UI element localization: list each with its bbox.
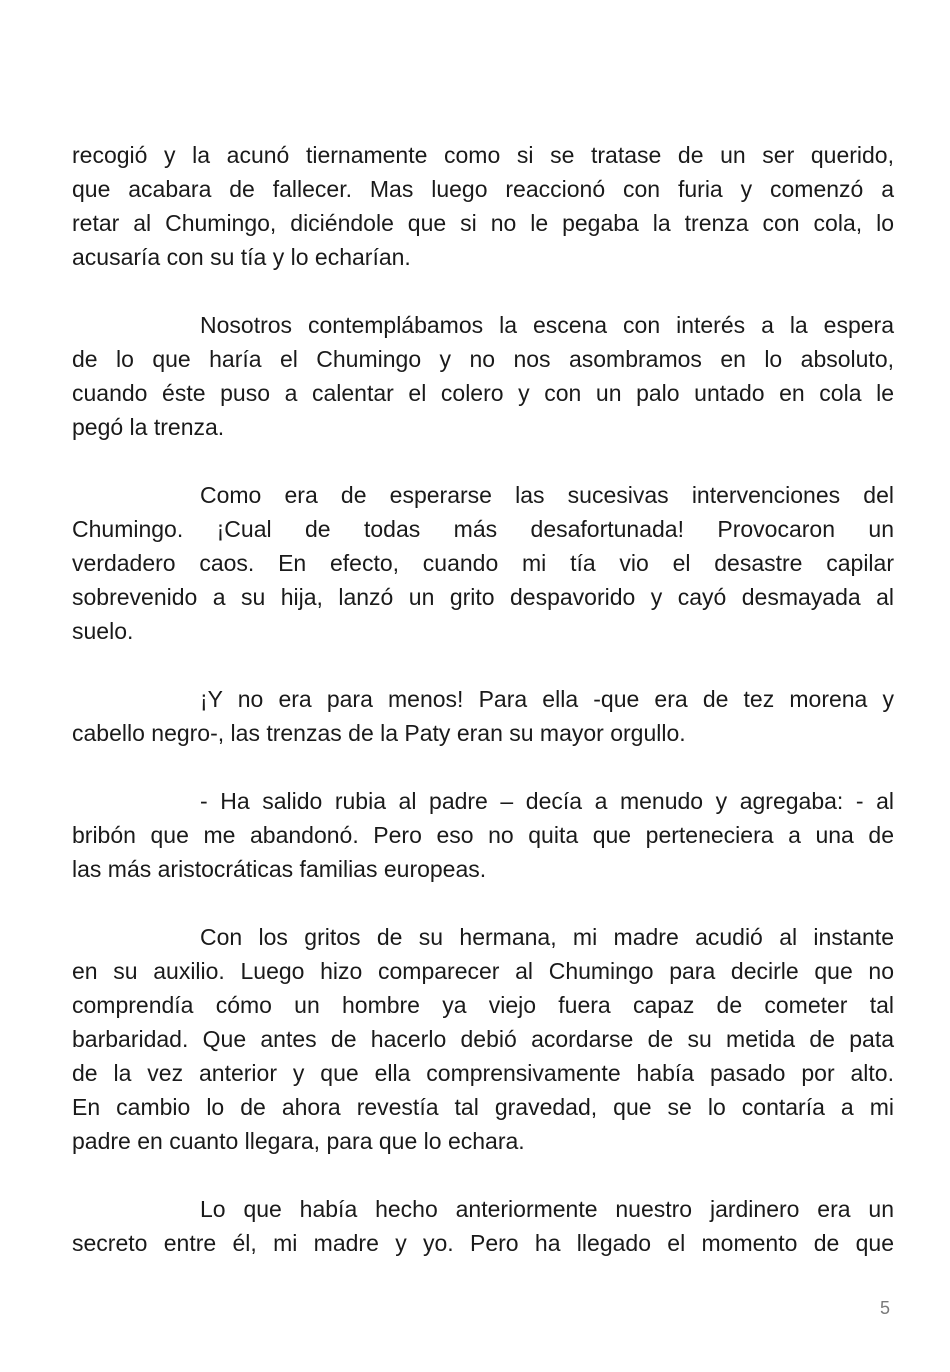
- text-line: Chumingo. ¡Cual de todas más desafortunada! Provocaron un: [72, 516, 894, 542]
- text-line: pegó la trenza.: [72, 414, 225, 440]
- text-line: Lo que había hecho anteriormente nuestro jardinero era un: [200, 1196, 894, 1222]
- text-line: recogió y la acunó tiernamente como si se tratase de un ser querido,: [72, 142, 894, 168]
- paragraph: [72, 1192, 894, 1260]
- text-line: - Ha salido rubia al padre – decía a menudo y agregaba: - al: [200, 788, 894, 814]
- paragraph: [72, 308, 894, 444]
- text-line: Con los gritos de su hermana, mi madre acudió al instante: [200, 924, 894, 950]
- paragraph: [72, 682, 894, 750]
- text-line: ¡Y no era para menos! Para ella -que era de tez morena y: [200, 686, 894, 712]
- text-line: cuando éste puso a calentar el colero y con un palo untado en cola le: [72, 380, 894, 406]
- paragraph: [72, 478, 894, 648]
- text-line: sobrevenido a su hija, lanzó un grito despavorido y cayó desmayada al: [72, 584, 894, 610]
- text-line: en su auxilio. Luego hizo comparecer al Chumingo para decirle que no: [72, 958, 894, 984]
- text-line: de lo que haría el Chumingo y no nos asombramos en lo absoluto,: [72, 346, 894, 372]
- text-line: cabello negro-, las trenzas de la Paty eran su mayor orgullo.: [72, 720, 686, 746]
- body-text: [72, 138, 894, 1294]
- text-line: En cambio lo de ahora revestía tal gravedad, que se lo contaría a mi: [72, 1094, 894, 1120]
- paragraph: [72, 920, 894, 1158]
- text-line: las más aristocráticas familias europeas.: [72, 856, 487, 882]
- text-line: retar al Chumingo, diciéndole que si no le pegaba la trenza con cola, lo: [72, 210, 894, 236]
- text-line: comprendía cómo un hombre ya viejo fuera capaz de cometer tal: [72, 992, 894, 1018]
- paragraph: [72, 138, 894, 274]
- text-line: barbaridad. Que antes de hacerlo debió acordarse de su metida de pata: [72, 1026, 894, 1052]
- text-line: que acabara de fallecer. Mas luego reaccionó con furia y comenzó a: [72, 176, 894, 202]
- text-line: de la vez anterior y que ella comprensivamente había pasado por alto.: [72, 1060, 894, 1086]
- paragraph: [72, 784, 894, 886]
- text-line: suelo.: [72, 618, 134, 644]
- page-number: 5: [879, 1298, 890, 1318]
- text-line: padre en cuanto llegara, para que lo echara.: [72, 1128, 525, 1154]
- text-line: Como era de esperarse las sucesivas intervenciones del: [200, 482, 894, 508]
- text-line: secreto entre él, mi madre y yo. Pero ha llegado el momento de que: [72, 1230, 894, 1256]
- text-line: bribón que me abandonó. Pero eso no quita que perteneciera a una de: [72, 822, 894, 848]
- text-line: verdadero caos. En efecto, cuando mi tía vio el desastre capilar: [72, 550, 894, 576]
- text-line: acusaría con su tía y lo echarían.: [72, 244, 411, 270]
- text-line: Nosotros contemplábamos la escena con interés a la espera: [200, 312, 894, 338]
